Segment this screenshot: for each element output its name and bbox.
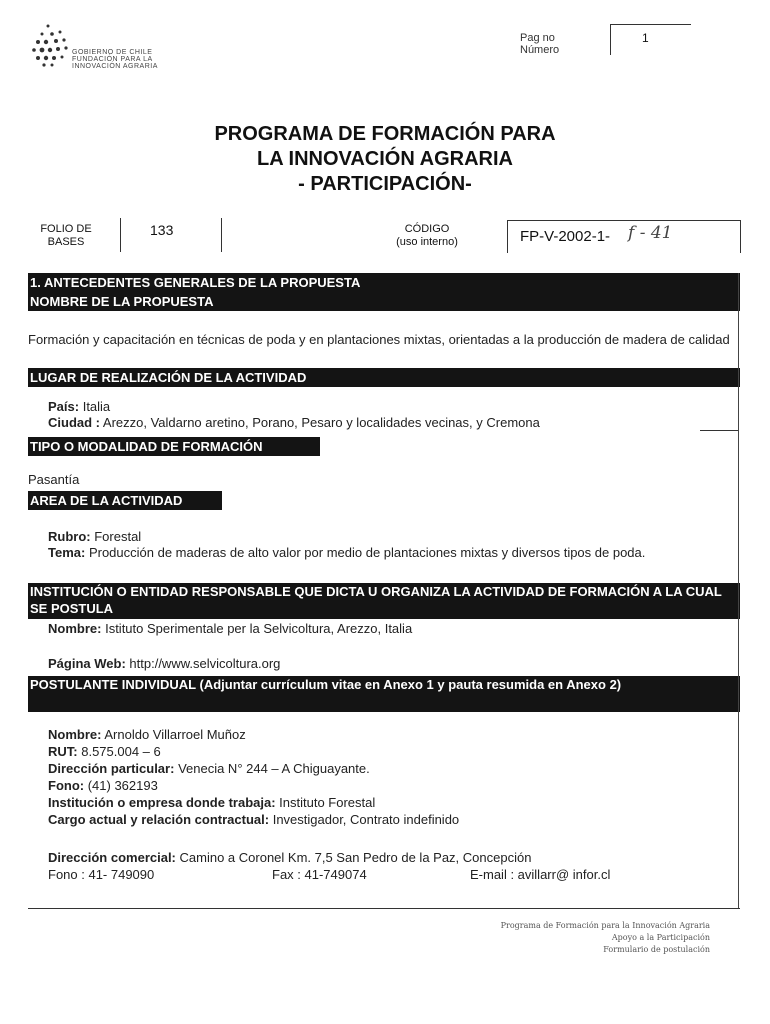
codigo-label xyxy=(380,223,474,249)
pais-row xyxy=(48,400,110,414)
postulante-nombre-label: Nombre: xyxy=(48,727,102,742)
numero-label: Número xyxy=(520,44,560,56)
form-right-border xyxy=(738,273,739,908)
codigo-value: FP-V-2002-1- xyxy=(520,228,611,245)
pais-value: Italia xyxy=(82,399,111,414)
codigo-label-line: CÓDIGO xyxy=(404,223,450,235)
codigo-label-line: (uso interno) xyxy=(396,236,458,248)
nombre-propuesta-text: Formación y capacitación en técnicas de poda y en plantaciones mixtas, orientadas a la producción de madera de calidad xyxy=(28,332,730,347)
cargo-row xyxy=(48,813,459,827)
ciudad-underline xyxy=(700,430,738,431)
ciudad-row xyxy=(48,416,540,430)
pagina-web-value: http://www.selvicoltura.org xyxy=(129,656,281,671)
logo-text xyxy=(72,49,158,70)
footer xyxy=(380,920,710,956)
direccion-comercial-row xyxy=(48,851,531,865)
institucion-trabajo-label: Institución o empresa donde trabaja: xyxy=(48,795,276,810)
document-title-line2: LA INNOVACIÓN AGRARIA xyxy=(257,148,513,170)
rubro-label: Rubro: xyxy=(48,529,91,544)
section-antecedentes-header: 1. ANTECEDENTES GENERALES DE LA PROPUESTA xyxy=(28,273,740,292)
rubro-row xyxy=(48,530,141,544)
folio-label-line: FOLIO DE xyxy=(40,223,92,235)
institucion-trabajo-row xyxy=(48,796,375,810)
direccion-comercial-label: Dirección comercial: xyxy=(48,850,176,865)
page-number-label xyxy=(520,32,559,56)
pagina-web-row xyxy=(48,657,280,671)
folio-label xyxy=(30,223,102,249)
tipo-value: Pasantía xyxy=(28,472,80,487)
document-title-line1: PROGRAMA DE FORMACIÓN PARA xyxy=(214,123,556,145)
tema-value: Producción de maderas de alto valor por medio de plantaciones mixtas y diversos tipos de poda. xyxy=(88,545,646,560)
institucion-nombre-value: Istituto Sperimentale per la Selvicoltura, Arezzo, Italia xyxy=(105,621,413,636)
fono-row xyxy=(48,779,158,793)
institucion-nombre-row xyxy=(48,622,412,636)
rut-row xyxy=(48,745,161,759)
footer-line: Apoyo a la Participación xyxy=(611,933,710,942)
folio-label-line: BASES xyxy=(47,236,85,248)
institucion-nombre-label: Nombre: xyxy=(48,621,102,636)
ciudad-label: Ciudad : xyxy=(48,415,100,430)
section-lugar-header: LUGAR DE REALIZACIÓN DE LA ACTIVIDAD xyxy=(28,368,740,387)
section-nombre-header: NOMBRE DE LA PROPUESTA xyxy=(28,292,740,311)
fax: Fax : 41-749074 xyxy=(272,867,367,882)
postulante-nombre-value: Arnoldo Villarroel Muñoz xyxy=(104,727,246,742)
folio-value: 133 xyxy=(150,222,174,238)
pag-label: Pag no xyxy=(520,32,555,44)
logo-line: INNOVACIÓN AGRARIA xyxy=(72,63,158,70)
section-postulante-header: POSTULANTE INDIVIDUAL (Adjuntar currículum vitae en Anexo 1 y pauta resumida en Anexo 2) xyxy=(28,676,740,712)
direccion-comercial-value: Camino a Coronel Km. 7,5 San Pedro de la Paz, Concepción xyxy=(179,850,532,865)
section-institucion-header: INSTITUCIÓN O ENTIDAD RESPONSABLE QUE DICTA U ORGANIZA LA ACTIVIDAD DE FORMACIÓN A LA CUAL SE POSTULA xyxy=(28,583,740,619)
fono-comercial: Fono : 41- 749090 xyxy=(48,867,155,882)
page-number-box xyxy=(610,24,691,55)
tema-row xyxy=(48,546,738,560)
document-title-line3: - PARTICIPACIÓN- xyxy=(298,173,472,195)
fono-value: (41) 362193 xyxy=(87,778,158,793)
page-number-value: 1 xyxy=(642,31,649,45)
institucion-trabajo-value: Instituto Forestal xyxy=(279,795,376,810)
codigo-handwritten: f - 41 xyxy=(628,223,673,243)
form-bottom-border xyxy=(28,908,740,909)
postulante-nombre-row xyxy=(48,728,246,742)
footer-line: Programa de Formación para la Innovación Agraria xyxy=(500,921,710,930)
rubro-value: Forestal xyxy=(94,529,142,544)
fono-label: Fono: xyxy=(48,778,85,793)
pais-label: País: xyxy=(48,399,80,414)
logo-line: FUNDACIÓN PARA LA xyxy=(72,56,153,63)
direccion-particular-label: Dirección particular: xyxy=(48,761,175,776)
cargo-value: Investigador, Contrato indefinido xyxy=(272,812,460,827)
section-tipo-header: TIPO O MODALIDAD DE FORMACIÓN xyxy=(28,437,320,456)
pagina-web-label: Página Web: xyxy=(48,656,126,671)
rut-value: 8.575.004 – 6 xyxy=(81,744,161,759)
logo-line: GOBIERNO DE CHILE xyxy=(72,49,153,56)
tema-label: Tema: xyxy=(48,545,86,560)
ciudad-value: Arezzo, Valdarno aretino, Porano, Pesaro y localidades vecinas, y Cremona xyxy=(102,415,540,430)
direccion-particular-value: Venecia N° 244 – A Chiguayante. xyxy=(178,761,370,776)
section-area-header: AREA DE LA ACTIVIDAD xyxy=(28,491,222,510)
email: E-mail : avillarr@ infor.cl xyxy=(470,867,611,882)
rut-label: RUT: xyxy=(48,744,78,759)
direccion-particular-row xyxy=(48,762,370,776)
footer-line: Formulario de postulación xyxy=(603,945,710,954)
cargo-label: Cargo actual y relación contractual: xyxy=(48,812,270,827)
